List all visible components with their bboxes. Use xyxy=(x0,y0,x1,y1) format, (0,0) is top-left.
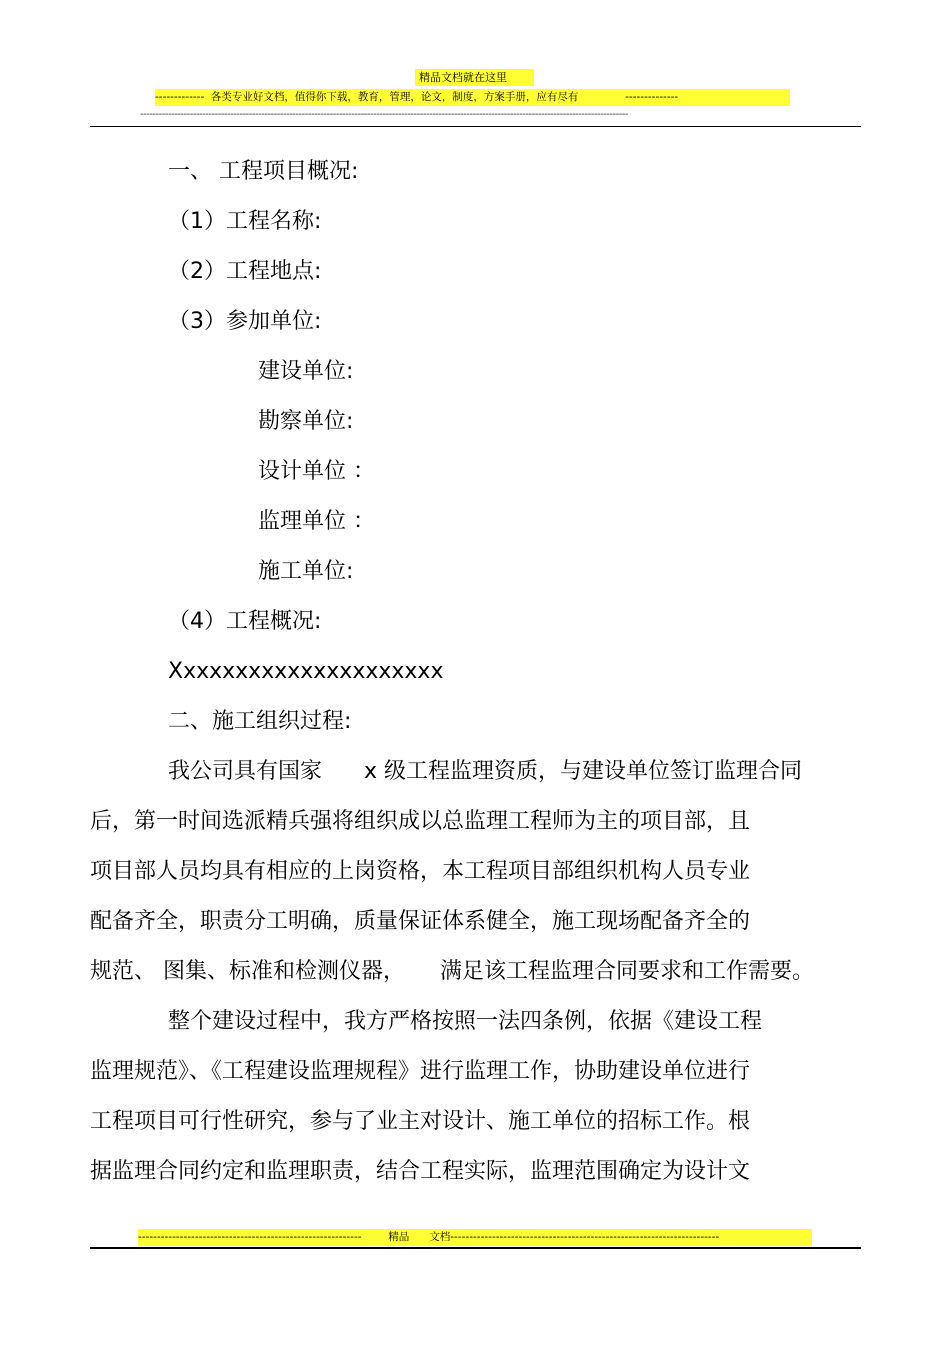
unit-contractor: 施工单位: xyxy=(258,559,354,584)
para2-line: 整个建设过程中，我方严格按照一法四条例，依据《建设工程 xyxy=(168,1009,763,1034)
para2-line: 工程项目可行性研究，参与了业主对设计、施工单位的招标工作。根 xyxy=(90,1109,751,1134)
para1-line: 项目部人员均具有相应的上岗资格，本工程项目部组织机构人员专业 xyxy=(90,859,751,884)
item-participating-units: （3）参加单位: xyxy=(168,309,322,334)
para1-line: 我公司具有国家 x 级工程监理资质，与建设单位签订监理合同 xyxy=(168,759,802,784)
item-project-location: （2）工程地点: xyxy=(168,259,322,284)
footer-banner: ----------------------------------------------------------- 精品 文档----------------------------------------------------------------------- xyxy=(138,1229,812,1246)
section1-heading: 一、 工程项目概况: xyxy=(168,159,359,184)
unit-design: 设计单位 ： xyxy=(258,459,375,484)
item-project-overview: （4）工程概况: xyxy=(168,609,322,634)
unit-survey: 勘察单位: xyxy=(258,409,354,434)
para1-line: 配备齐全，职责分工明确，质量保证体系健全，施工现场配备齐全的 xyxy=(90,909,751,934)
para1-line: 规范、 图集、标准和检测仪器， 满足该工程监理合同要求和工作需要。 xyxy=(90,959,814,984)
para2-line: 监理规范》、《工程建设监理规程》进行监理工作，协助建设单位进行 xyxy=(90,1059,751,1084)
header-rule xyxy=(90,126,861,127)
unit-construction: 建设单位: xyxy=(258,359,354,384)
section2-heading: 二、施工组织过程: xyxy=(168,709,352,734)
para1-line: 后，第一时间选派精兵强将组织成以总监理工程师为主的项目部，且 xyxy=(90,809,751,834)
footer-rule xyxy=(90,1247,861,1249)
para2-line: 据监理合同约定和监理职责，结合工程实际，监理范围确定为设计文 xyxy=(90,1159,751,1184)
header-subtitle: ------------- 各类专业好文档，值得你下载，教育，管理，论文，制度，方案手册，应有尽有 -------------- xyxy=(155,89,790,106)
item-project-name: （1）工程名称: xyxy=(168,209,322,234)
header-dash-line: ------------------------------------------------------------------------------------------------------------------------------------------------------------- xyxy=(140,109,629,120)
header-title: 精品文档就在这里 xyxy=(415,69,534,86)
overview-text: Xxxxxxxxxxxxxxxxxxxxx xyxy=(168,659,444,684)
unit-supervision: 监理单位 ： xyxy=(258,509,375,534)
